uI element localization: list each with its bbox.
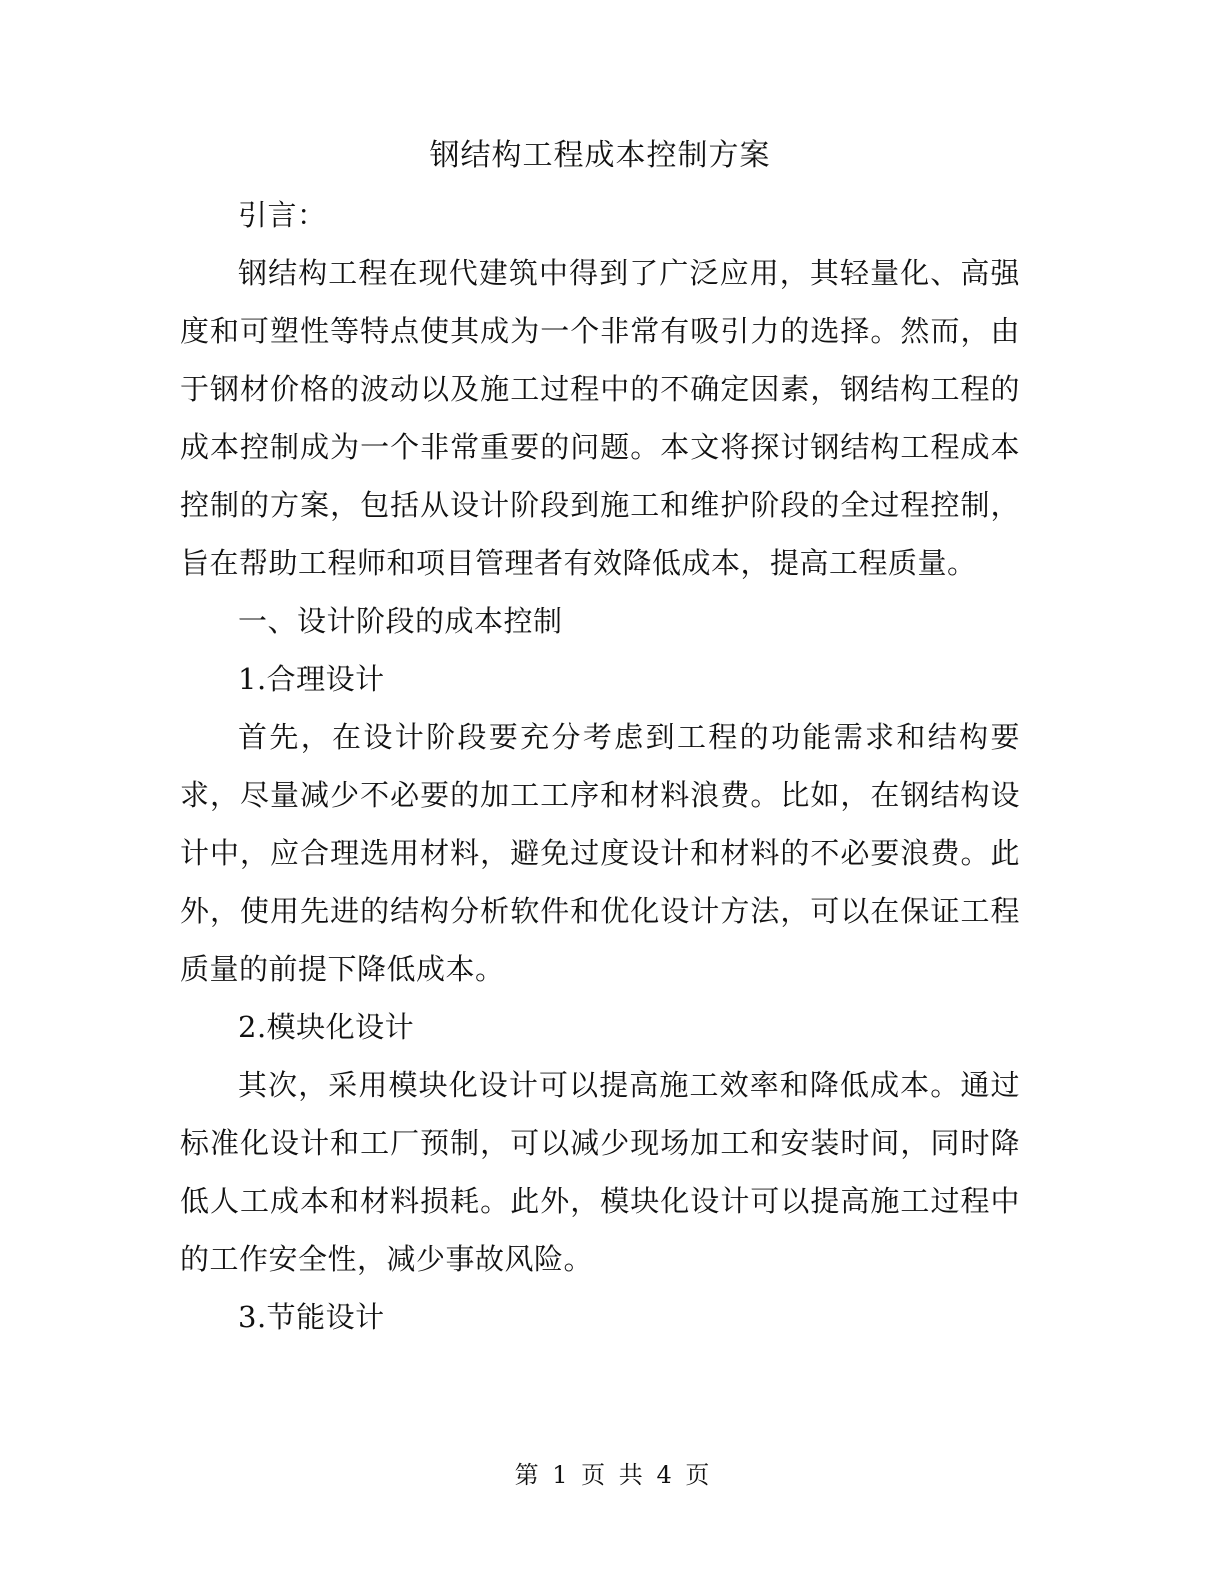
item-heading-rational-design: 1.合理设计 bbox=[238, 662, 385, 696]
item-paragraph-modular-design: 其次，采用模块化设计可以提高施工效率和降低成本。通过标准化设计和工厂预制，可以减少现场加工和安装时间，同时降低人工成本和材料损耗。此外，模块化设计可以提高施工过程中的工作安全性，减少事故风险。 bbox=[180, 1068, 1020, 1276]
section-heading-design: 一、设计阶段的成本控制 bbox=[238, 604, 563, 638]
page-footer: 第 1 页 共 4 页 bbox=[514, 1461, 710, 1489]
intro-paragraph: 钢结构工程在现代建筑中得到了广泛应用，其轻量化、高强度和可塑性等特点使其成为一个非常有吸引力的选择。然而，由于钢材价格的波动以及施工过程中的不确定因素，钢结构工程的成本控制成为一个非常重要的问题。本文将探讨钢结构工程成本控制的方案，包括从设计阶段到施工和维护阶段的全过程控制，旨在帮助工程师和项目管理者有效降低成本，提高工程质量。 bbox=[180, 256, 1020, 580]
item-heading-energy-saving-design: 3.节能设计 bbox=[238, 1300, 385, 1334]
item-paragraph-rational-design: 首先，在设计阶段要充分考虑到工程的功能需求和结构要求，尽量减少不必要的加工工序和材料浪费。比如，在钢结构设计中，应合理选用材料，避免过度设计和材料的不必要浪费。此外，使用先进的结构分析软件和优化设计方法，可以在保证工程质量的前提下降低成本。 bbox=[180, 720, 1020, 986]
item-heading-modular-design: 2.模块化设计 bbox=[238, 1010, 415, 1044]
document-body bbox=[180, 130, 1020, 1346]
intro-label: 引言： bbox=[238, 198, 327, 232]
document-title: 钢结构工程成本控制方案 bbox=[429, 138, 771, 173]
